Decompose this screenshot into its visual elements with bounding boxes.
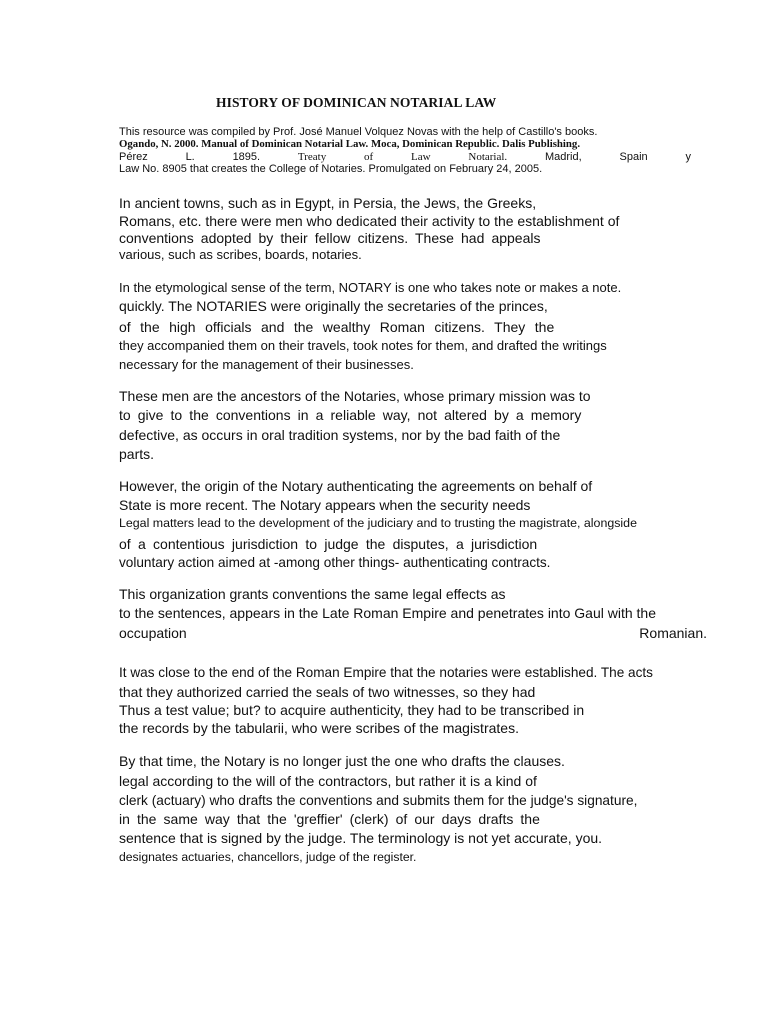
paragraph-line: various, such as scribes, boards, notaries.: [119, 247, 362, 262]
source-word: y: [685, 151, 691, 163]
paragraph-line: sentence that is signed by the judge. The terminology is not yet accurate, you.: [119, 830, 603, 846]
paragraph-line: It was close to the end of the Roman Empire that the notaries were established. The acts: [119, 665, 653, 680]
source-word: Treaty: [297, 151, 327, 163]
paragraph-justified-line: [119, 626, 707, 640]
paragraph-line: This organization grants conventions the same legal effects as: [119, 586, 506, 602]
paragraph-line: In the etymological sense of the term, NOTARY is one who takes note or makes a note.: [119, 280, 622, 295]
source-word: Law: [411, 151, 431, 163]
source-line-perez: [119, 152, 691, 163]
source-word: Spain: [619, 151, 648, 163]
paragraph-line: By that time, the Notary is no longer just the one who drafts the clauses.: [119, 753, 565, 769]
paragraph-line: to give to the conventions in a reliable way, not altered by a memory: [119, 407, 582, 423]
paragraph-line: These men are the ancestors of the Notaries, whose primary mission was to: [119, 388, 591, 404]
paragraph-line: of a contentious jurisdiction to judge the disputes, a jurisdiction: [119, 536, 538, 552]
paragraph-word: Romanian.: [639, 625, 707, 641]
paragraph-line: conventions adopted by their fellow citizens. These had appeals: [119, 230, 541, 246]
document-title: HISTORY OF DOMINICAN NOTARIAL LAW: [216, 95, 497, 110]
source-line-law: Law No. 8905 that creates the College of Notaries. Promulgated on February 24, 2005.: [119, 163, 543, 175]
paragraph-line: that they authorized carried the seals of two witnesses, so they had: [119, 684, 536, 700]
source-line-compiler: This resource was compiled by Prof. José Manuel Volquez Novas with the help of Castillo's books.: [119, 126, 598, 138]
paragraph-line: the records by the tabularii, who were scribes of the magistrates.: [119, 720, 519, 736]
paragraph-line: in the same way that the 'greffier' (clerk) of our days drafts the: [119, 811, 540, 827]
source-word: Madrid,: [545, 151, 582, 163]
paragraph-line: Thus a test value; but? to acquire authenticity, they had to be transcribed in: [119, 702, 585, 718]
paragraph-line: Legal matters lead to the development of the judiciary and to trusting the magistrate, alongside: [119, 516, 637, 530]
source-word: Pérez: [119, 151, 148, 163]
paragraph-line: quickly. The NOTARIES were originally the secretaries of the princes,: [119, 298, 548, 314]
paragraph-line: legal according to the will of the contractors, but rather it is a kind of: [119, 773, 537, 789]
paragraph-line: necessary for the management of their businesses.: [119, 357, 414, 372]
source-word: Notarial.: [468, 151, 508, 163]
paragraph-line: In ancient towns, such as in Egypt, in Persia, the Jews, the Greeks,: [119, 195, 537, 211]
paragraph-line: However, the origin of the Notary authenticating the agreements on behalf of: [119, 478, 593, 494]
paragraph-word: occupation: [119, 625, 187, 641]
paragraph-line: State is more recent. The Notary appears when the security needs: [119, 497, 531, 513]
paragraph-line: to the sentences, appears in the Late Roman Empire and penetrates into Gaul with the: [119, 605, 656, 621]
source-word: of: [364, 151, 374, 163]
paragraph-line: voluntary action aimed at -among other things- authenticating contracts.: [119, 555, 551, 570]
source-word: L.: [185, 151, 195, 163]
paragraph-line: parts.: [119, 446, 155, 462]
paragraph-line: of the high officials and the wealthy Roman citizens. They the: [119, 319, 555, 335]
paragraph-line: clerk (actuary) who drafts the conventions and submits them for the judge's signature,: [119, 793, 638, 808]
paragraph-line: Romans, etc. there were men who dedicated their activity to the establishment of: [119, 213, 620, 229]
source-word: 1895.: [232, 151, 261, 163]
paragraph-line: defective, as occurs in oral tradition systems, nor by the bad faith of the: [119, 427, 561, 443]
paragraph-line: they accompanied them on their travels, took notes for them, and drafted the writings: [119, 338, 607, 353]
paragraph-line: designates actuaries, chancellors, judge of the register.: [119, 850, 417, 864]
source-line-ogando: Ogando, N. 2000. Manual of Dominican Notarial Law. Moca, Dominican Republic. Dalis Publishing.: [119, 138, 581, 150]
